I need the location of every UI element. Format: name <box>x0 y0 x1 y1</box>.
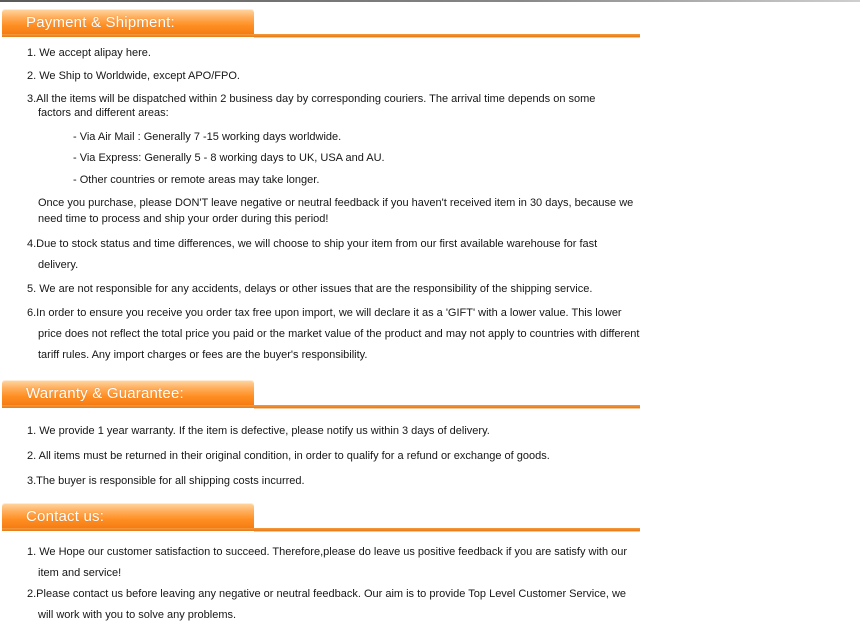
contact-us-header <box>2 503 640 533</box>
contact-line: will work with you to solve any problems. <box>38 609 237 621</box>
payment-line: 3.All the items will be dispatched within 2 business day by corresponding couriers. The arrival time depends on some <box>27 93 596 105</box>
payment-line: tariff rules. Any import charges or fees are the buyer's responsibility. <box>38 349 368 361</box>
payment-line: delivery. <box>38 259 79 271</box>
payment-line: 4.Due to stock status and time differences, we will choose to ship your item from our first available warehouse for fast <box>27 238 598 250</box>
payment-line: Once you purchase, please DON'T leave negative or neutral feedback if you haven't received item in 30 days, because we <box>38 197 634 209</box>
payment-line: 6.In order to ensure you receive you order tax free upon import, we will declare it as a 'GIFT' with a lower value. This lower <box>27 307 622 319</box>
payment-line: - Other countries or remote areas may take longer. <box>73 174 320 186</box>
warranty-guarantee-header <box>2 380 640 410</box>
header-tab <box>2 503 254 529</box>
section-title: Payment & Shipment: <box>26 14 175 31</box>
payment-shipment-header <box>2 9 640 39</box>
section-title: Contact us: <box>26 508 105 525</box>
payment-line: factors and different areas: <box>38 107 169 119</box>
header-tab <box>2 380 254 406</box>
payment-line: - Via Express: Generally 5 - 8 working days to UK, USA and AU. <box>73 152 385 164</box>
header-tab <box>2 9 254 35</box>
payment-line: need time to process and ship your order during this period! <box>38 213 329 225</box>
section-title: Warranty & Guarantee: <box>26 385 184 402</box>
payment-line: - Via Air Mail : Generally 7 -15 working days worldwide. <box>73 131 342 143</box>
contact-line: 1. We Hope our customer satisfaction to succeed. Therefore,please do leave us positive feedback if you are satisfy with our <box>27 546 628 558</box>
payment-line: 2. We Ship to Worldwide, except APO/FPO. <box>27 70 240 82</box>
header-rule-shadow <box>254 37 640 38</box>
warranty-line: 3.The buyer is responsible for all shipping costs incurred. <box>27 475 305 487</box>
warranty-line: 1. We provide 1 year warranty. If the item is defective, please notify us within 3 days of delivery. <box>27 425 490 437</box>
payment-line: 5. We are not responsible for any accidents, delays or other issues that are the responsibility of the shipping service. <box>27 283 593 295</box>
payment-line: price does not reflect the total price you paid or the market value of the product and may not apply to countries with different <box>38 328 640 340</box>
warranty-line: 2. All items must be returned in their original condition, in order to qualify for a refund or exchange of goods. <box>27 450 550 462</box>
header-rule-shadow <box>254 408 640 409</box>
header-rule-shadow <box>254 531 640 532</box>
contact-line: 2.Please contact us before leaving any negative or neutral feedback. Our aim is to provide Top Level Customer Service, we <box>27 588 627 600</box>
top-border <box>0 0 860 2</box>
contact-line: item and service! <box>38 567 122 579</box>
payment-line: 1. We accept alipay here. <box>27 47 151 59</box>
